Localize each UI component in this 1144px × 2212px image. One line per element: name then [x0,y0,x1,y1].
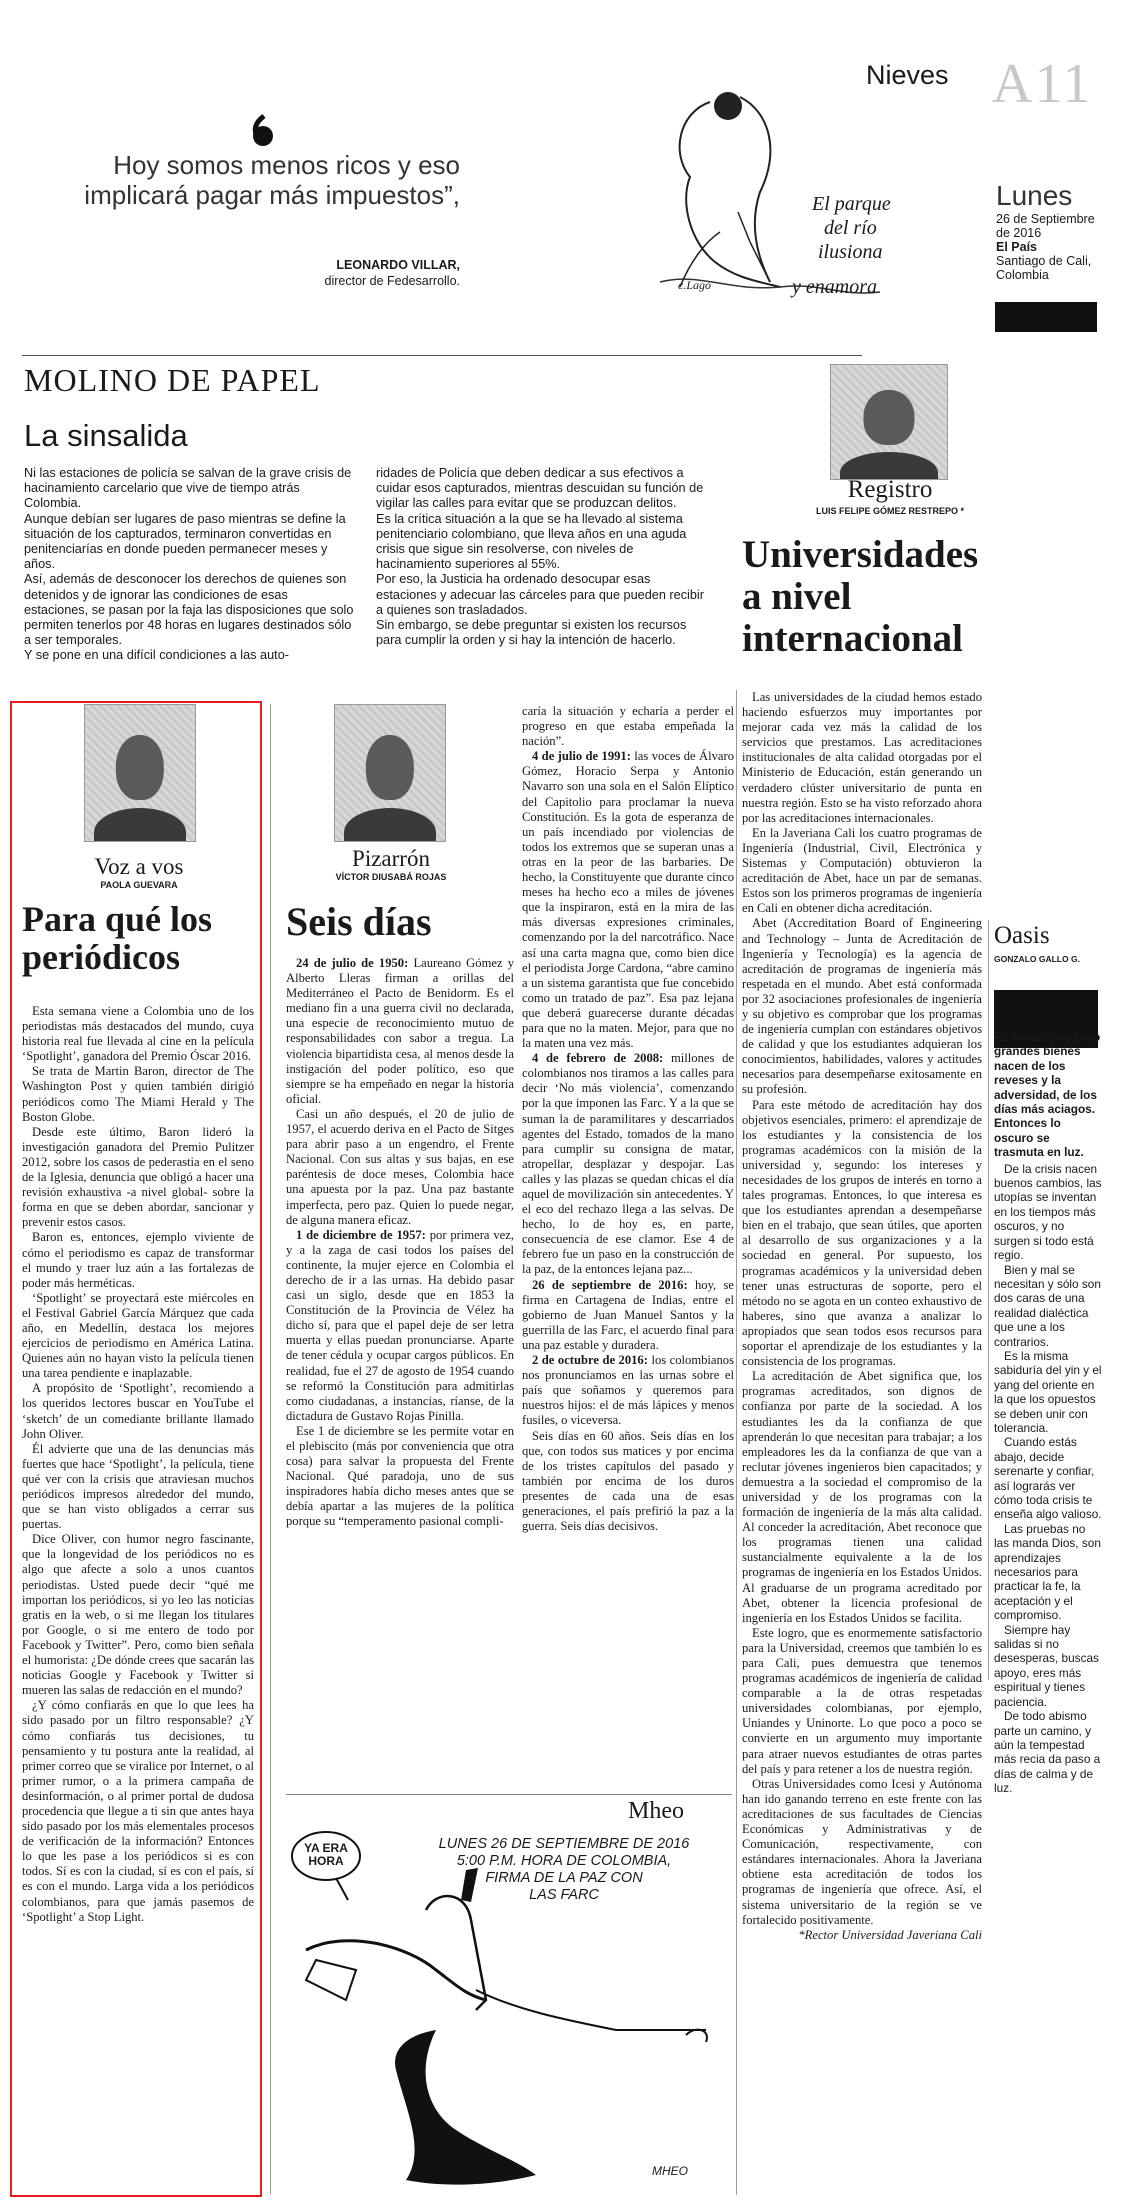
oasis-column-name: Oasis [994,922,1050,949]
illustration-text-line: ilusiona [818,241,883,263]
molino-section-title: MOLINO DE PAPEL [24,362,321,398]
molino-column-2: ridades de Policía que deben dedicar a sus efectivos a cuidar esos capturados, mientras descuidan su función de vigilar las calles para evitar que se produzcan delitos. Es la crítica situación a la que se ha llevado al sistema penitenciario colombiano, que lleva años en una aguda crisis que sigue sin resolverse, con niveles de hacinamiento superiores al 55%. Por eso, la Justicia ha ordenado desocupar esas estaciones y adecuar las cárceles para que pueden recibir a quienes son trasladados. Sin embargo, se debe preguntar si existen los recursos para cumplir la orden y si hay la intención de hacerlo. [376,466,704,648]
section-rule [22,355,862,356]
date-label: 26 de Septiembre de 2016 [996,212,1095,240]
illustration-text-line: El parque [812,193,891,215]
quote-mark-icon [248,112,278,152]
molino-headline: La sinsalida [24,418,188,453]
registro-author: LUIS FELIPE GÓMEZ RESTREPO * [815,506,965,516]
section-name: Nieves [866,60,949,90]
illustration-text-line: y enamora [792,276,877,298]
cartoon-bubble-line: HORA [308,1854,344,1868]
pizarron-column-1: 24 de julio de 1950: Laureano Gómez y Alberto Lleras firman a orillas del Mediterráneo el Pacto de Benidorm. Es el mediano fin a una guerra civil no declarada, una especie de reconocimiento mutuo de responsabilidades con sabor a tregua. La violencia bipartidista cesa, al menos desde la instigación del poder político, eso que siempre se ha empeñado en negar la historia oficial. Casi un año después, el 20 de julio de 1957, el acuerdo deriva en el Pacto de Sitges para abrir paso a un engendro, el Frente Nacional. Con sus altas y sus bajas, en ese paréntesis de doce meses, Colombia hace una apuesta por la paz. Una paz bastante imperfecta, pero paz. Quien lo puede negar, de alguna manera eficaz. 1 de diciembre de 1957: por primera vez, y a la zaga de casi todos los países del continente, la mujer ejerce en Colombia el derecho de ir a las urnas. Ha debido pasar casi un siglo, desde que en 1853 la Constitución de la Provincia de Vélez ha dicho sí, para que el papel deje de ser letra muerta y ellas puedan pronunciarse. Aparte de tener cédula y ocupar cargos públicos. En realidad, fue el 27 de agosto de 1954 cuando se reformó la Constitución para admitirlas como ciudadanas, a instancias, ríanse, de la dictadura de Gustavo Rojas Pinilla. Ese 1 de diciembre se les permite votar en el plebiscito (más por conveniencia que otra cosa) para salvar la propuesta del Frente Nacional. Qué paradoja, uno de sus inspiradores había dicho meses antes que se debía apartar a las mujeres de la política porque su “temperamento pasional compli- [286,956,515,1529]
vozavoz-author: PAOLA GUEVARA [100,880,178,890]
cartoon-author: Mheo [628,1798,684,1824]
oasis-lead: Es paradójico pero grandes bienes nacen de los reveses y la adversidad, de los días más aciagos. Entonces lo oscuro se trasmuta en luz. [994,1030,1101,1160]
author-photo [830,364,948,480]
registro-body: Las universidades de la ciudad hemos estado haciendo esfuerzos muy importantes por mejorar cada vez más la calidad de los servicios que prestamos. Las acreditaciones institucionales de alta calidad otorgadas por el Ministerio de Educación, están generando un verdadero clúster universitario de punta en nuestra región. Esto se ha visto reforzado ahora por las acreditaciones internacionales. En la Javeriana Cali los cuatro programas de Ingeniería (Industrial, Civil, Electrónica y Sistemas y Computación) obtuvieron la acreditación de Abet, hace un par de semanas. Estos son los primeros programas de ingeniería en Cali en obtener dicha acreditación. Abet (Accreditation Board of Engineering and Technology – Junta de Acreditación de Ingeniería y Tecnología) es la agencia de acreditación de programas de ingeniería más respetada en el mundo. Abet está conformada por 32 asociaciones profesionales de ingeniería y su objetivo es comprobar que los programas de ingeniería cumplan con estándares objetivos de calidad y que los estudiantes adquieran los conocimientos, habilidades, valores y actitudes necesarios para desempeñarse exitosamente en su profesión. Para este método de acreditación hay dos objetivos esenciales, primero: el aprendizaje de los estudiantes y la consistencia de los programas académicos con la misión de la universidad y, segundo: los intereses y necesidades de los grupos de interés en torno a tales programas. Entonces, lo que interesa es que los estudiantes aprendan a desempeñarse bien en el trabajo, que sean útiles, que aporten al desarrollo de sus organizaciones y a la sociedad en general. Por supuesto, los programas académicos y la universidad deben tener unas estructuras de soporte, pero el método no se agota en un conteo exhaustivo de haberes, sino que avanza a analizar lo apropiados que sean todos esos recursos para soportar el aprendizaje de los estudiantes y la consistencia de los programas. La acreditación de Abet significa que, los programas acreditados, son dignos de confianza por parte de la sociedad. A los estudiantes les da la confianza de que aprenderán lo que necesitan para trabajar; a los empleadores les da la confianza de que van a reclutar jóvenes ingenieros bien capacitados; y demuestra a la sociedad el compromiso de la universidad y de los programas con la formación de ingeniería de la más alta calidad. Al conceder la acreditación, Abet reconoce que los programas tienen una calidad sustancialmente equivalente a la de los programas de ingeniería en los Estados Unidos. Al graduarse de un programa acreditado por Abet, obtener la licencia profesional de ingeniería en los Estados Unidos se facilita. Este logro, que es enormemente satisfactorio para la Universidad, creemos que también lo es para Cali, pues demuestra que tenemos programas académicos de ingeniería de calidad comparable a la de otras respetadas universidades colombianas, por ejemplo, Uniandes y Uninorte. Lo que poco a poco se convierte en un argumento muy importante para atraer nuevos estudiantes de otras partes del país y para retener a los de nuestra región. Otras Universidades como Icesi y Autónoma han ido ganando terreno en este frente con las acreditaciones de sus facultades de Ciencias Económicas y Administrativas y de Comunicación, respectivamente, con estándares internacionales. Ahora la Javeriana obtiene esta acreditación de todos los programas de ingeniería que ofrece. Así, el sistema universitario de la región se ve fortalecido positivamente. *Rector Universidad Javeriana Cali [742,690,982,1942]
pizarron-author: VÍCTOR DIUSABÁ ROJAS [335,872,447,882]
pizarron-headline: Seis días [286,899,432,944]
paper-name: El País [996,240,1037,254]
illustration-signature: c.Lago [678,278,711,292]
cartoon-signature: MHEO [652,2164,688,2178]
pizarron-column-2: caría la situación y echaría a perder el progreso en que estaba empeñada la nación”. 4 de julio de 1991: las voces de Álvaro Gómez, Horacio Serpa y Antonio Navarro son una sola en el Salón Elíptico del Capitolio para proclamar la nueva Constitución. Es la gota de esperanza de un país incendiado por violencias de todos los extremos que se superan unas a otras en la peor de las barbaries. De hecho, la Constituyente que durante cinco meses ha hecho eco a miles de jóvenes que la inspiraron, está en la mira de las más diversas expresiones criminales, comenzando por la del narcotráfico. Nace así una carta magna que, como bien dice el periodista Jorge Cardona, “abre camino a un sistema garantista que fue concebido como un tratado de paz”. Esa paz lejana que deberá guarecerse durante décadas para que no la maten. Mejor, para que no la maten una vez más. 4 de febrero de 2008: millones de colombianos nos tiramos a las calles para decir ‘No más violencia’, comenzando por la que imponen las Farc. Y a la que se suman la de paramilitares y descarriados agentes del Estado, tomados de la mano para cumplir su consigna de matar, atropellar, desplazar y despojar. Las calles y las plazas se quedan chicas el día aquel de movilización sin antecedentes. Y el eco del rechazo llega a las selvas. De hecho, lo de hoy es, en parte, consecuencia de ese clamor. Ese 4 de febrero fue un paso en la construcción de la paz, de la entonces lejana paz... 26 de septiembre de 2016: hoy, se firma en Cartagena de Indias, entre el gobierno de Juan Manuel Santos y la guerrilla de las Farc, el acuerdo final para una paz estable y duradera. 2 de octubre de 2016: los colombianos nos pronunciamos en las urnas sobre el país que soñamos y queremos para nuestros hijos: el de más lápices y menos fusiles, o viceversa. Seis días en 60 años. Seis días en los que, con todos sus matices y por encima de los tristes capítulos del pasado y también por encima de los duros presentes de cada una de esas generaciones, el país prefirió la paz a la guerra. Seis días decisivos. [522,704,735,1534]
column-divider [988,920,989,1680]
vozavoz-headline: Para qué los periódicos [22,899,213,977]
column-divider [736,690,737,2195]
registro-headline: Universidades a nivel internacional [742,533,979,660]
author-photo [334,704,446,842]
front-illustration [620,82,920,310]
editorial-cartoon [286,1830,732,2190]
cartoon-caption: LUNES 26 DE SEPTIEMBRE DE 2016 5:00 P.M. HORA DE COLOMBIA, FIRMA DE LA PAZ CON LAS FARC [438,1836,690,1903]
day-label: Lunes [996,180,1073,211]
cartoon-bubble-line: YA ERA [304,1841,348,1855]
registro-footnote: *Rector Universidad Javeriana Cali [798,1927,982,1942]
page-number: A11 [992,53,1093,115]
cartoon-rule [286,1794,732,1795]
pizarron-column-name: Pizarrón [352,846,430,871]
author-photo [84,704,196,842]
column-divider [270,704,271,2194]
illustration-text-line: del río [824,217,877,239]
oasis-body: Es paradójico pero grandes bienes nacen de los reveses y la adversidad, de los días más aciagos. Entonces lo oscuro se trasmuta en luz. De la crisis nacen buenos cambios, las utopías se inventan en los tiempos más oscuros, y no surgen si todo está regio. Bien y mal se necesitan y sólo son dos caras de una realidad dialéctica que une a los contrarios. Es la misma sabiduría del yin y el yang del oriente en la que los opuestos se deben unir con tolerancia. Cuando estás abajo, decide serenarte y confiar, así lograrás ver cómo toda crisis te enseña algo valioso. Las pruebas no las manda Dios, son aprendizajes necesarios para practicar la fe, la aceptación y el compromiso. Siempre hay salidas si no desesperas, buscas apoyo, eres más espiritual y tienes paciencia. De todo abismo parte un camino, y aún la tempestad más recia da paso a días de calma y de luz. [994,1030,1102,1796]
vozavoz-body: Esta semana viene a Colombia uno de los periodistas más destacados del mundo, cuya historia real fue llevada al cine en la película ‘Spotlight’, ganadora del Premio Óscar 2016. Se trata de Martin Baron, director de The Washington Post y quien también dirigió periódicos como The Miami Herald y The Boston Globe. Desde este último, Baron lideró la investigación ganadora del Premio Pulitzer 2012, sobre los casos de pederastia en el seno de la Iglesia, denuncia que obligó a hacer una revisión exhaustiva -a nivel global- sobre la forma en que se deben abordar, sancionar y prevenir estos casos. Baron es, entonces, ejemplo viviente de cómo el periodismo es capaz de transformar el mundo y traer luz aún a las fortalezas de poder más herméticas. ‘Spotlight’ se proyectará este miércoles en el Festival Gabriel García Márquez que cada año, en Medellín, destaca los mejores ejercicios de periodismo en América Latina. Quienes aún no hayan visto la película tienen una tarea pendiente e inaplazable. A propósito de ‘Spotlight’, recomiendo a los queridos lectores buscar en YouTube el ‘sketch’ de un comediante brillante llamado John Oliver. Él advierte que una de las denuncias más fuertes que hace ‘Spotlight’, la película, tiene qué ver con la crisis que atraviesan muchos periódicos impresos alrededor del mundo, que se han visto obligados a cerrar sus puertas. Dice Oliver, con humor negro fascinante, que la longevidad de los periódicos no es algo que afecte a solo a unos cuantos periodistas. Usted puede decir “qué me importan los periódicos, si yo leo las noticias gratis en la web, o si me llegan los titulares por Google, o si me entero de todo por Facebook y Twitter”. Pero, como bien señala el humorista: ¿De dónde crees que sacarán las noticias Google y Facebook y Twitter si mueren las salas de redacción en el mundo? ¿Y cómo confiarás en que lo que lees ha sido pasado por un filtro responsable? ¿Y cómo confiarás tus decisiones, tu pensamiento y tu postura ante la realidad, al primer correo que se viralice por Internet, o al primer rumor, o a la primera campaña de desinformación, o al primer portal de dudosa procedencia que llegue a ti sin que antes haya sido pasado por los más elementales procesos de verificación de la información? Entonces lo que les pase a los periódicos si es con todos. Sí es con la ciudad, sí es con el país, sí es con el mundo. Larga vida a los periódicos colombianos, para que jamás pasemos de ‘Spotlight’ a Stop Light. [22,1004,254,1924]
vozavoz-column-name: Voz a vos [94,854,184,879]
date-block [996,180,1136,282]
color-bar [995,302,1097,332]
oasis-author: GONZALO GALLO G. [994,954,1080,964]
quote-author: LEONARDO VILLAR, [336,258,460,272]
quote-author-role: director de Fedesarrollo. [324,274,460,288]
city-label: Santiago de Cali, Colombia [996,254,1092,282]
molino-column-1: Ni las estaciones de policía se salvan de la grave crisis de hacinamiento carcelario que vive de tiempo atrás Colombia. Aunque debían ser lugares de paso mientras se define la situación de los capturados, terminaron convertidas en penitenciarías en donde pueden permanecer meses y años. Así, además de desconocer los derechos de quienes son detenidos y de ignorar las condiciones de esas estaciones, se pasan por la faja las disposiciones que solo permiten tenerlos por 48 horas en lugares destinados sólo a ser temporales. Y se pone en una difícil condiciones a las auto- [24,466,354,663]
front-quote: Hoy somos menos ricos y eso implicará pagar más impuestos”, [84,150,460,210]
registro-column-name: Registro [847,476,933,503]
